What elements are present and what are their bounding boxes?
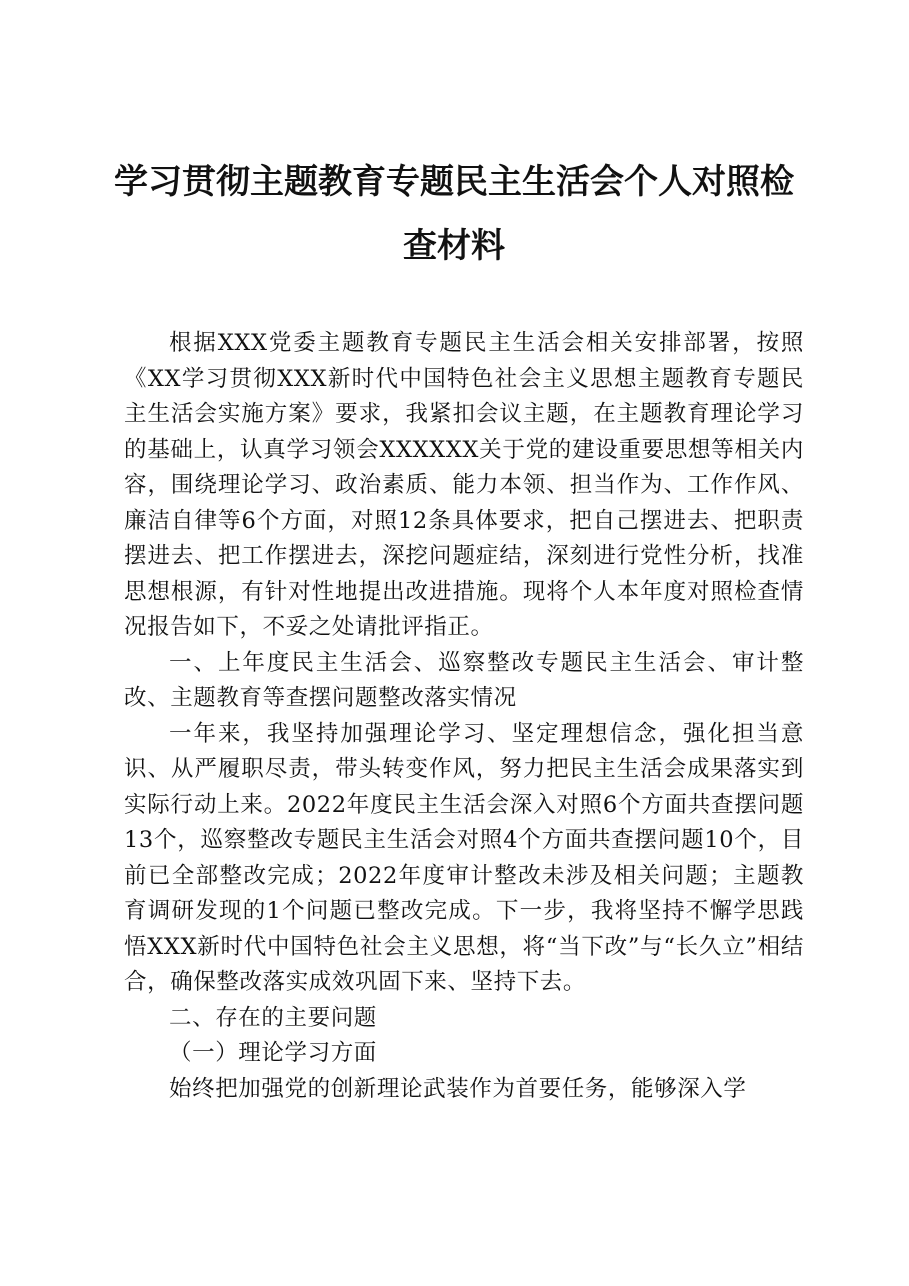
paragraph-intro: 根据XXX党委主题教育专题民主生活会相关安排部署，按照《XX学习贯彻XXX新时代中国特色社会主义思想主题教育专题民主生活会实施方案》要求，我紧扣会议主题，在主题教育理论学习的基础上，认真学习领会XXXXXX关于党的建设重要思想等相关内容，围绕理论学习、政治素质、能力本领、担当作为、工作作风、廉洁自律等6个方面，对照12条具体要求，把自己摆进去、把职责摆进去、把工作摆进去，深挖问题症结，深刻进行党性分析，找准思想根源，有针对性地提出改进措施。现将个人本年度对照检查情况报告如下，不妥之处请批评指正。 [124,330,804,640]
paragraph-rectification: 一年来，我坚持加强理论学习、坚定理想信念，强化担当意识、从严履职尽责，带头转变作风，努力把民主生活会成果落实到实际行动上来。2022年度民主生活会深入对照6个方面共查摆问题13个，巡察整改专题民主生活会对照4个方面共查摆问题10个，目前已全部整改完成；2022年度审计整改未涉及相关问题；主题教育调研发现的1个问题已整改完成。下一步，我将坚持不懈学思践悟XXX新时代中国特色社会主义思想，将“当下改”与“长久立”相结合，确保整改落实成效巩固下来、坚持下去。 [124,720,804,995]
subsection-heading-1: （一）理论学习方面 [169,1040,377,1066]
paragraph-theory-study: 始终把加强党的创新理论武装作为首要任务，能够深入学 [169,1075,747,1102]
document-body [124,326,804,1107]
section-heading-1: 一、上年度民主生活会、巡察整改专题民主生活会、审计整改、主题教育等查摆问题整改落实情况 [124,649,804,711]
document-title-line-2: 查材料 [403,226,505,266]
document-title [104,150,804,278]
document-title-line-1: 学习贯彻主题教育专题民主生活会个人对照检 [114,162,794,202]
section-heading-2: 二、存在的主要问题 [169,1004,377,1031]
